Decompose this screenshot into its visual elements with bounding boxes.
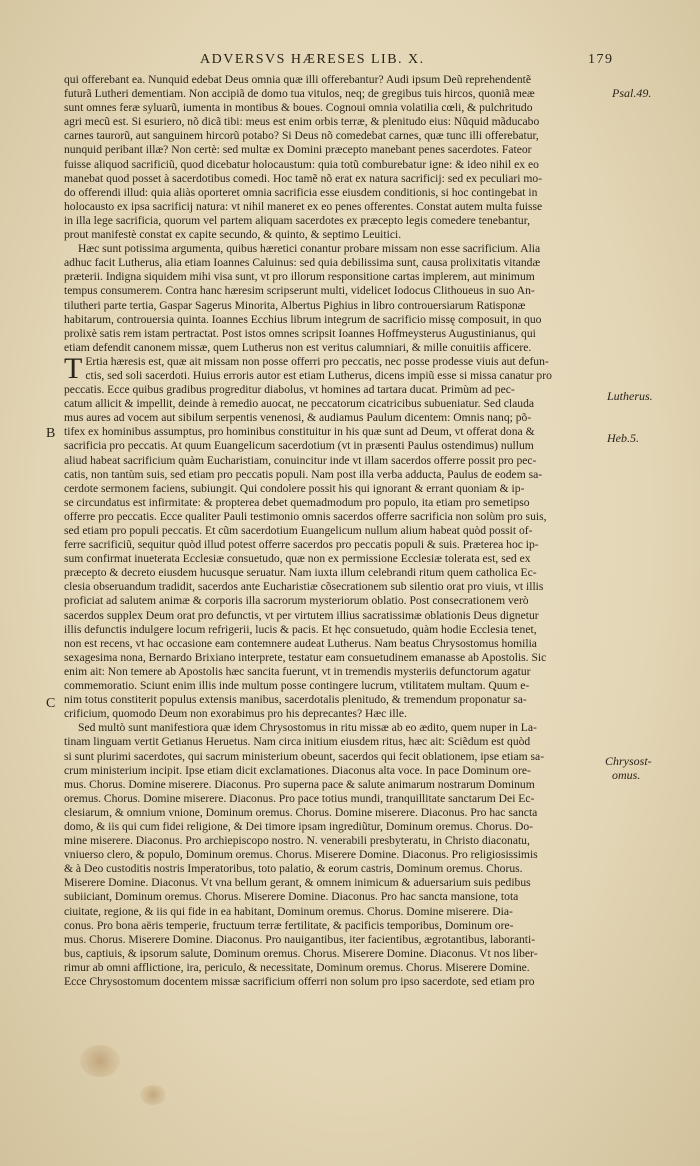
paragraph — [64, 721, 600, 989]
text-line: si sunt plurimi sacerdotes, qui sacrum ministerium obeunt, sacerdos qui fecit oblationem, ipse etiam sa- — [64, 749, 545, 763]
text-line: sunt omnes feræ syluarũ, iumenta in montibus & boues. Cognoui omnia volatilia cœli, & pulchritudo — [64, 101, 533, 115]
text-line: proficiat ad salutem animæ & corporis illa sacrorum mysteriorum oblatio. Post consecrationem verò — [64, 594, 529, 608]
paragraph — [64, 242, 600, 355]
text-line: oremus. Chorus. Domine miserere. Diaconus. Pro pace totius mundi, tranquillitate sanctarum Dei Ec- — [64, 791, 535, 805]
margin-note-hebrews: Heb.5. — [607, 431, 639, 445]
text-line: vniuerso clero, & populo, Dominum oremus. Chorus. Miserere Domine. Diaconus. Pro religiosissimis — [64, 848, 538, 862]
text-line: rimur ab omni afflictione, ira, periculo, & necessitate, Dominum oremus. Chorus. Miserere Domine. — [64, 960, 530, 974]
text-line: sum confirmat inueterata Ecclesiæ consuetudo, quæ non ex permissione Ecclesiæ tolerata est, sed ex — [64, 552, 531, 566]
text-line: habitarum, controuersia quinta. Ioannes Ecchius librum integrum de sacrificio missę composuit, in quo — [64, 312, 542, 326]
margin-note-psalm: Psal.49. — [612, 86, 652, 100]
body-text — [64, 73, 600, 989]
text-line: catis, non tantùm suis, sed etiam pro peccatis populi. Nam post illa verba adducta, Paulus de eodem sa- — [64, 467, 543, 481]
text-line: tifex ex hominibus assumptus, pro hominibus constituitur in his quæ sunt ad Deum, vt offerat dona & — [64, 425, 535, 439]
text-line: sexagesima nona, Bernardo Brixiano interprete, testatur eam consuetudinem emanasse ab Apostolis. Sic — [64, 650, 547, 664]
section-letter-c: C — [46, 696, 56, 711]
text-line: Hæc sunt potissima argumenta, quibus hæretici conantur probare missam non esse sacrificium. Alia — [78, 242, 541, 256]
text-line: mus aures ad vocem aut sibilum serpentis venenosi, & audiamus Paulum dicentem: Omnis nanq; põ- — [64, 411, 532, 425]
running-head-title: ADVERSVS HÆRESES LIB. X. — [200, 52, 425, 67]
text-line: præterii. Indigna siquidem mihi visa sunt, vt pro illorum responsitione cartas implerem, aut minimum — [64, 270, 535, 284]
text-line: sacrificia pro peccatis. At quum Euangelicum sacerdotium (vt in præsenti Paulus ostendimus) nullum — [64, 439, 534, 453]
text-line: ciuitate, regione, & iis qui fide in ea habitant, Dominum oremus. Chorus. Domine miserere. Dia- — [64, 904, 513, 918]
text-line: Sed multò sunt manifestiora quæ idem Chrysostomus in ritu missæ ab eo ædito, quem nuper in La- — [78, 721, 537, 735]
text-line: non est recens, vt hac occasione eam contemnere audeat Lutherus. Nam beatus Chrysostomus homilia — [64, 636, 537, 650]
text-line: domo, & iis qui cum fidei religione, & Dei timore ipsam ingrediũtur, Dominum oremus. Chorus. Do- — [64, 819, 534, 833]
text-line: agri mecũ est. Si esuriero, nõ dicã tibi: meus est enim orbis terræ, & plenitudo eius: Nũquid mãducabo — [64, 115, 540, 129]
text-line: carnes taurorũ, aut sanguinem hircorũ potabo? Si Deus nõ comedebat carnes, quæ tunc illi offerebatur, — [64, 129, 539, 143]
text-line: qui offerebant ea. Nunquid edebat Deus omnia quæ illi offerebantur? Audi ipsum Deũ reprehendentẽ — [64, 73, 532, 86]
text-line: bus, captiuis, & ipsorum salute, Dominum oremus. Chorus. Miserere Domine. Diaconus. Vt nos liber- — [64, 946, 538, 960]
margin-note-chrysostom-1: Chrysost- — [605, 754, 652, 768]
text-line: catum allicit & impellit, deinde à remedio auocat, ne peccatorum cicatricibus subueniatur. Sed clauda — [64, 397, 535, 411]
text-line: subiiciant, Dominum oremus. Chorus. Miserere Domine. Diaconus. Pro hac sancta mansione, tota — [64, 890, 519, 904]
margin-note-lutherus: Lutherus. — [607, 389, 653, 403]
text-line: offerre pro peccatis. Ecce qualiter Pauli testimonio omnis sacerdos offerre sacrificia non solùm pro suis, — [64, 509, 547, 523]
text-line: etiam defendit canonem missæ, quem Lutherus non est veritus calumniari, & mille conuitiis afficere. — [64, 340, 532, 354]
text-line: nunquid peribant illæ? Non certè: sed multæ ex Domini præcepto manebant penes sacerdotes. Fateor — [64, 143, 532, 157]
text-line: fuisse aliquod sacrificiũ, quod dicebatur holocaustum: quia totũ comburebatur igne: & ideo nihil ex eo — [64, 157, 539, 171]
text-line: crum ministerium incipit. Ipse etiam dicit exclamationes. Diaconus alta voce. In pace Dominum ore- — [64, 763, 531, 777]
text-line: sacerdos supplex Deum orat pro defunctis, vt per virtutem illius sacratissimæ oblationis Deus dignetur — [64, 608, 539, 622]
text-line: ferre sacrificiũ, sequitur quòd illud potest offerre sacerdos pro peccatis populi & suis. Præterea hoc ip- — [64, 538, 539, 552]
text-line: holocausto ex ipsa sacrificij natura: vt nihil maneret ex eo penes offerentes. Constat autem multa fuisse — [64, 199, 543, 213]
text-line: manebat quod posset à sacerdotibus comedi. Hoc tamẽ nõ erat ex natura sacrificij: sed ex peculiari mo- — [64, 171, 543, 185]
text-line: præcepto & decreto eiusdem hucusque seruatur. Nam iuxta illum celebrandi ritum quem catholica Ec- — [64, 566, 537, 580]
paragraph — [64, 351, 600, 721]
paper-stain — [140, 1085, 166, 1105]
text-line: do offerendi illud: quia aliàs oporteret omnia sacrificia esse eiusdem conditionis, si hoc contingebat in — [64, 185, 538, 199]
running-head — [200, 52, 614, 68]
text-line: clesia obseruandum tradidit, sacerdos ante Eucharistiæ cõsecrationem sub silentio orat pro viuis, vt illis — [64, 580, 544, 594]
text-line: clesiarum, & omnium vnione, Dominum oremus. Chorus. Domine miserere. Diaconus. Pro hac sancta — [64, 805, 538, 819]
drop-cap: T — [64, 351, 83, 385]
text-line: enim ait: Non temere ab Apostolis hæc sancita fuerunt, vt in tremendis mysteriis defunctorum agatur — [64, 664, 531, 678]
text-line: aliud habeat sacrificium quàm Eucharistiam, conuincitur inde vt illam sacerdos offerre possit pro pec- — [64, 453, 537, 467]
text-line: peccatis. Ecce quibus gradibus progreditur diabolus, vt homines ad tartara ducat. Primùm ad pec- — [64, 383, 515, 397]
text-line: mus. Chorus. Domine miserere. Diaconus. Pro superna pace & salute animarum nostrarum Dominum — [64, 777, 535, 791]
text-line: se circundatus est infirmitate: & propterea debet quemadmodum pro populo, ita etiam pro semetipso — [64, 495, 530, 509]
page-number: 179 — [588, 52, 614, 67]
text-line: Ertia hæresis est, quæ ait missam non posse offerri pro peccatis, nec posse prodesse viuis aut defun- — [85, 354, 549, 368]
text-line: nim totus constiterit populus extensis manibus, sacerdotalis plenitudo, & tremendum proponatur sa- — [64, 693, 527, 707]
text-line: illis defunctis indulgere locum refrigerii, lucis & pacis. Et hęc consuetudo, quàm hodie Ecclesia tenet, — [64, 622, 537, 636]
paragraph — [64, 73, 600, 242]
text-line: cerdote sermonem faciens, subiungit. Qui condolere possit his qui ignorant & errant quoniam & ip- — [64, 481, 525, 495]
text-line: in illa lege sacrificia, quorum vel partem aliquam sacerdotes ex præcepto legis comedere tenebantur, — [64, 213, 530, 227]
text-line: tinam linguam vertit Getianus Heruetus. Nam circa initium eiusdem ritus, hæc ait: Sciẽdum est quòd — [64, 735, 531, 749]
text-line: ctis, sed soli sacerdoti. Huius erroris autor est etiam Lutherus, dicens impiũ esse si missa canatur pro — [85, 368, 552, 382]
text-line: & à Deo custoditis nostris Imperatoribus, toto palatio, & eorum castris, Dominum oremus. Chorus. — [64, 862, 523, 876]
text-line: Miserere Domine. Diaconus. Vt vna bellum gerant, & omnem inimicum & aduersarium suis pedibus — [64, 876, 531, 890]
text-line: sed etiam pro populi peccatis. Et cũm sacerdotium Euangelicum nullum alium habeat quòd possit of- — [64, 524, 533, 537]
text-line: tilutheri parte tertia, Gaspar Sagerus Minorita, Albertus Pighius in libro controuersiarum Ratisponæ — [64, 298, 526, 312]
text-line: Ecce Chrysostomum docentem missæ sacrificium offerri non solum pro ipso sacerdote, sed etiam pro — [64, 975, 535, 988]
text-line: futurã Lutheri dementiam. Non accipiã de domo tua vitulos, neq; de gregibus tuis hircos, quoniã meæ — [64, 87, 535, 101]
text-line: prolixè satis rem istam pertractat. Post istos omnes scripsit Ioannes Hoffmeysterus Augustinianus, qui — [64, 326, 536, 340]
text-line: adhuc facit Lutherus, alia etiam Ioannes Caluinus: sed quia debilissima sunt, causa prolixitatis vitandæ — [64, 256, 541, 270]
text-line: mus. Chorus. Miserere Domine. Diaconus. Pro nauigantibus, iter facientibus, ægrotantibus, laboranti- — [64, 932, 536, 946]
text-line: crificium, quomodo Deum non exorabimus pro his deprecantes? Hæc ille. — [64, 707, 407, 721]
text-line: tempus consumerem. Contra hanc hæresim scripserunt multi, videlicet Iodocus Clithoueus in suo An- — [64, 284, 535, 298]
margin-note-chrysostom-2: omus. — [612, 768, 641, 782]
section-letter-b: B — [46, 426, 56, 441]
text-line: prout manifestè constat ex capite secundo, & quinto, & septimo Leuitici. — [64, 228, 402, 242]
text-line: commemoratio. Sciunt enim illis inde multum posse contingere lucrum, vtilitatem multam. Quum e- — [64, 679, 530, 693]
text-line: conus. Pro bona aëris temperie, fructuum terræ fertilitate, & pacificis temporibus, Dominum ore- — [64, 918, 514, 932]
text-line: mine miserere. Diaconus. Pro archiepiscopo nostro. N. venerabili presbyteratu, in Christo diaconatu, — [64, 834, 530, 848]
paper-stain — [80, 1045, 120, 1077]
